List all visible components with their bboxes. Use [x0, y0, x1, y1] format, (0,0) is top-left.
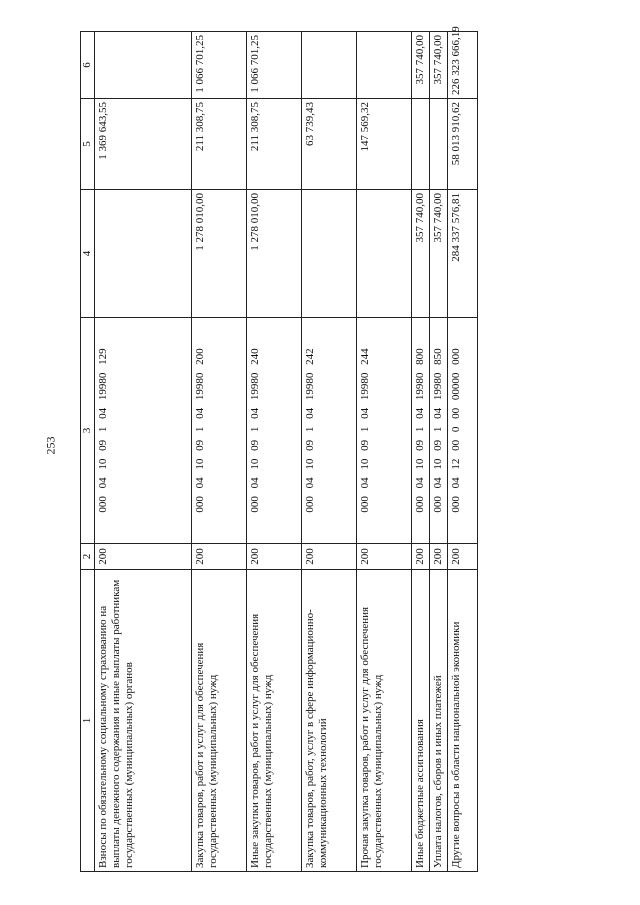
header-col-4: 4: [81, 190, 95, 318]
row-name: Взносы по обязательному социальному страхованию на выплаты денежного содержания и иные выплаты работникам государственных (муниципальных) органов: [94, 570, 191, 872]
budget-table: [80, 26, 478, 872]
row-value-4: 284 337 576,81: [447, 190, 477, 318]
row-code: 200: [411, 544, 429, 570]
table-row: [447, 32, 477, 872]
row-value-6: 1 066 701,25: [191, 32, 246, 99]
row-code: 200: [356, 544, 411, 570]
row-value-6: 1 066 701,25: [246, 32, 301, 99]
row-value-4: [94, 190, 191, 318]
row-code: 200: [429, 544, 447, 570]
header-col-5: 5: [81, 99, 95, 190]
table-row: [301, 32, 356, 872]
row-name: Уплата налогов, сборов и иных платежей: [429, 570, 447, 872]
row-classification: 000 04 12 00 0 00 00000 000: [447, 318, 477, 544]
row-value-4: 357 740,00: [429, 190, 447, 318]
row-code: 200: [94, 544, 191, 570]
row-classification: 000 04 10 09 1 04 19980 240: [246, 318, 301, 544]
row-value-5: 58 013 910,62: [447, 99, 477, 190]
row-value-5: 211 308,75: [191, 99, 246, 190]
budget-table-container: [80, 26, 492, 872]
row-value-5: 211 308,75: [246, 99, 301, 190]
header-col-2: 2: [81, 544, 95, 570]
row-value-4: 1 278 010,00: [191, 190, 246, 318]
row-code: 200: [246, 544, 301, 570]
row-value-5: 1 369 643,55: [94, 99, 191, 190]
row-classification: 000 04 10 09 1 04 19980 244: [356, 318, 411, 544]
table-row: [411, 32, 429, 872]
rotated-table: [80, 26, 492, 872]
row-value-6: 226 323 666,19: [447, 32, 477, 99]
row-name: Иные закупки товаров, работ и услуг для обеспечения государственных (муниципальных) нужд: [246, 570, 301, 872]
row-value-6: [301, 32, 356, 99]
row-value-5: 147 569,32: [356, 99, 411, 190]
header-col-1: 1: [81, 570, 95, 872]
row-name: Другие вопросы в области национальной экономики: [447, 570, 477, 872]
table-row: [94, 32, 191, 872]
row-code: 200: [191, 544, 246, 570]
row-value-6: 357 740,00: [411, 32, 429, 99]
row-code: 200: [301, 544, 356, 570]
row-classification: 000 04 10 09 1 04 19980 129: [94, 318, 191, 544]
row-classification: 000 04 10 09 1 04 19980 200: [191, 318, 246, 544]
row-value-6: [94, 32, 191, 99]
row-code: 200: [447, 544, 477, 570]
table-row: [191, 32, 246, 872]
row-classification: 000 04 10 09 1 04 19980 242: [301, 318, 356, 544]
row-value-5: [411, 99, 429, 190]
row-classification: 000 04 10 09 1 04 19980 850: [429, 318, 447, 544]
row-value-4: 357 740,00: [411, 190, 429, 318]
row-classification: 000 04 10 09 1 04 19980 800: [411, 318, 429, 544]
page-number: 253: [43, 436, 58, 455]
row-value-4: 1 278 010,00: [246, 190, 301, 318]
row-value-4: [301, 190, 356, 318]
header-col-3: 3: [81, 318, 95, 544]
row-name: Закупка товаров, работ и услуг для обеспечения государственных (муниципальных) нужд: [191, 570, 246, 872]
row-value-5: [429, 99, 447, 190]
row-name: Иные бюджетные ассигнования: [411, 570, 429, 872]
row-value-4: [356, 190, 411, 318]
row-value-6: [356, 32, 411, 99]
row-value-6: 357 740,00: [429, 32, 447, 99]
row-name: Закупка товаров, работ, услуг в сфере информационно-коммуникационных технологий: [301, 570, 356, 872]
header-row: [81, 32, 95, 872]
header-col-6: 6: [81, 32, 95, 99]
table-row: [356, 32, 411, 872]
table-row: [246, 32, 301, 872]
row-value-5: 63 739,43: [301, 99, 356, 190]
table-row: [429, 32, 447, 872]
row-name: Прочая закупка товаров, работ и услуг для обеспечения государственных (муниципальных) нужд: [356, 570, 411, 872]
